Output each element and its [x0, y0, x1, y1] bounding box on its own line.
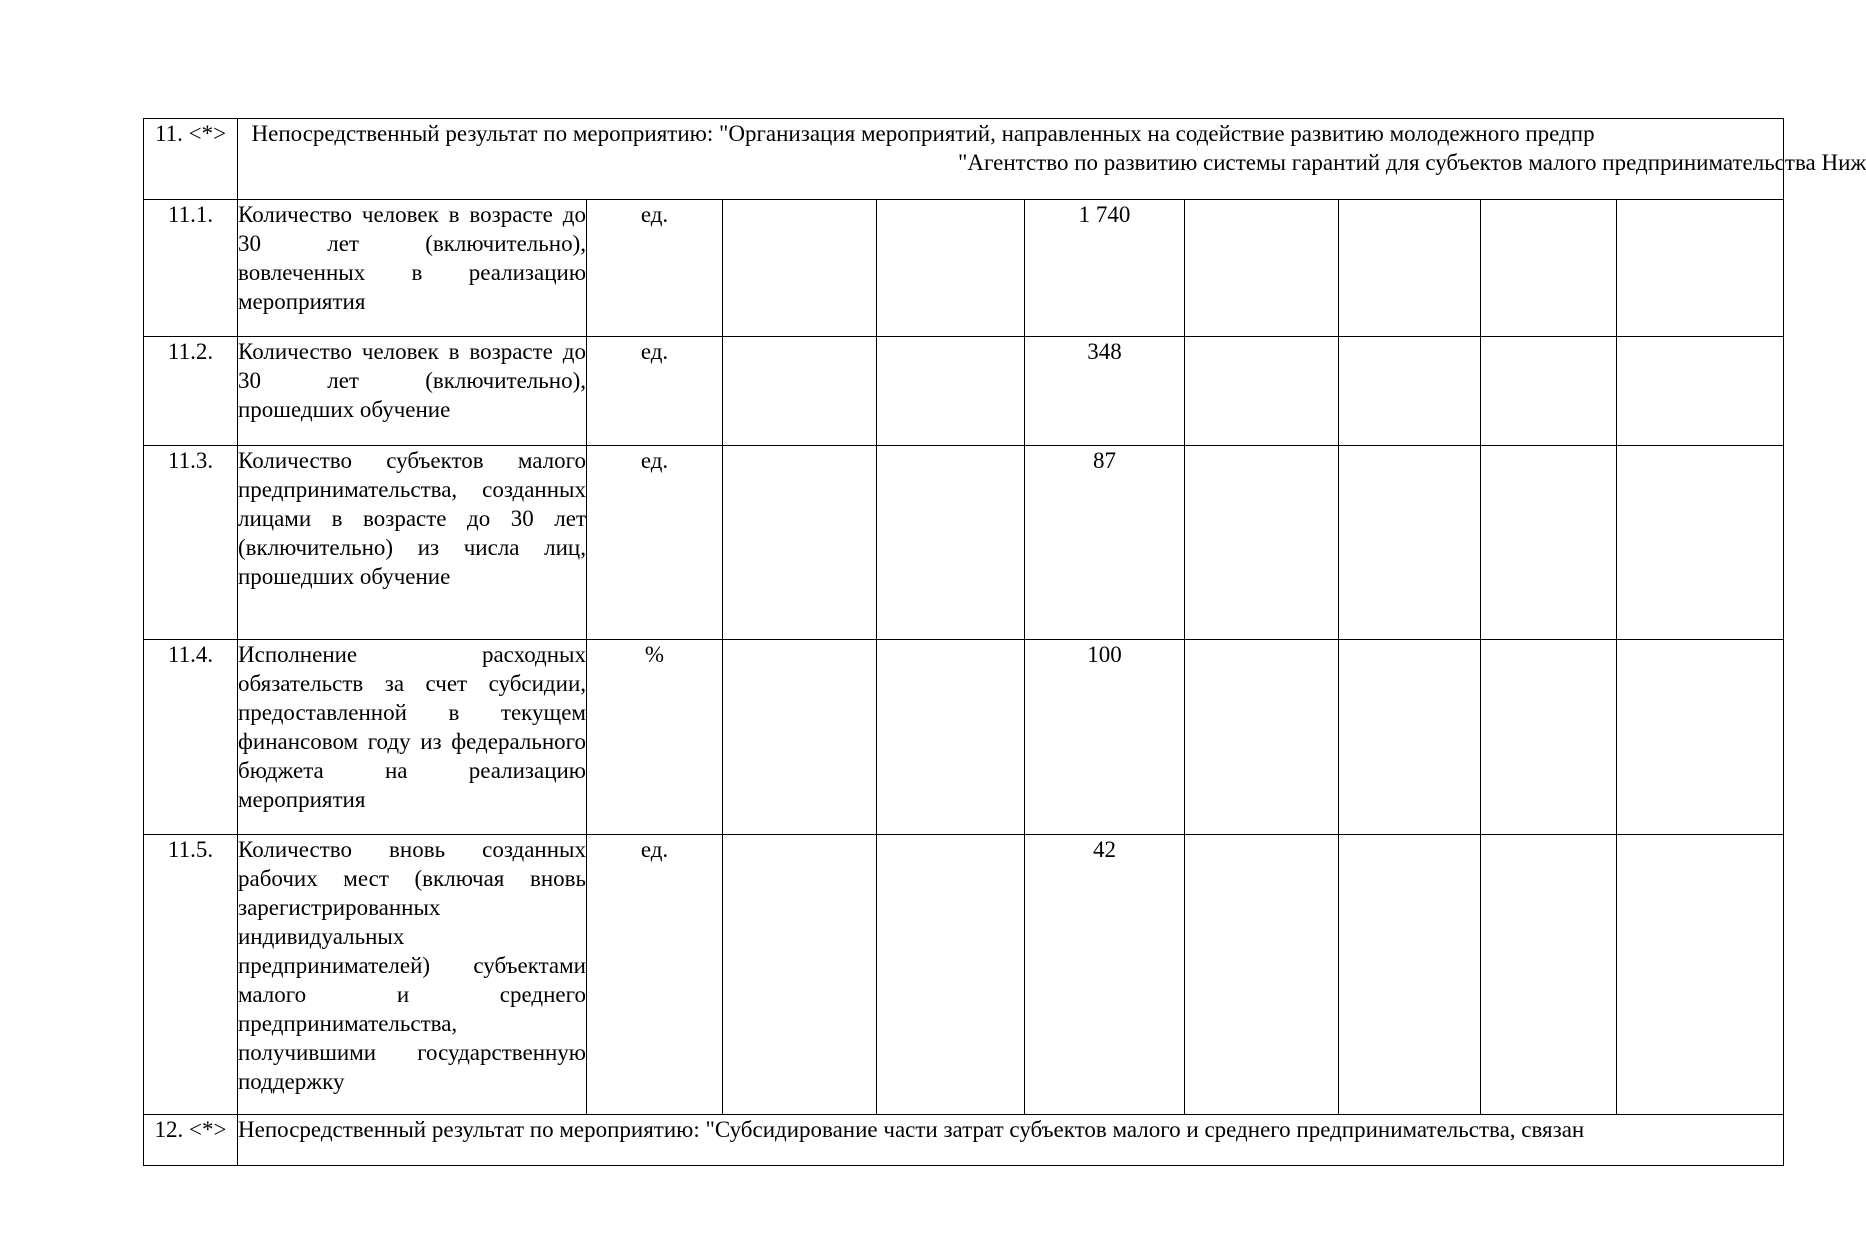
row-unit: ед.: [587, 337, 723, 446]
empty-cell: [1185, 446, 1339, 640]
row-description: Исполнение расходных обязательств за счет субсидии, предоставленной в текущем финансовом году из федерального бюджета на реализацию мероприятия: [238, 640, 587, 835]
empty-cell: [877, 446, 1025, 640]
row-unit: ед.: [587, 200, 723, 337]
row-value: 100: [1025, 640, 1185, 835]
empty-cell: [877, 337, 1025, 446]
empty-cell: [1481, 446, 1617, 640]
empty-cell: [1617, 835, 1784, 1115]
section-12-title: Непосредственный результат по мероприятию: "Субсидирование части затрат субъектов малого и среднего предпринимательства, связан: [238, 1115, 1784, 1166]
section-12-header-row: [144, 1115, 1784, 1166]
table-row: [144, 200, 1784, 337]
row-number: 11.3.: [144, 446, 238, 640]
row-number: 11.5.: [144, 835, 238, 1115]
row-unit: ед.: [587, 835, 723, 1115]
row-number: 11.2.: [144, 337, 238, 446]
empty-cell: [723, 835, 877, 1115]
section-11-title-line1: Непосредственный результат по мероприятию: "Организация мероприятий, направленных на содействие развитию молодежного предпр: [251, 121, 1595, 146]
table-row: [144, 640, 1784, 835]
row-description: Количество человек в возрасте до 30 лет (включительно), прошедших обучение: [238, 337, 587, 446]
empty-cell: [1339, 200, 1481, 337]
section-12-number: 12. <*>: [144, 1115, 238, 1166]
table-row: [144, 835, 1784, 1115]
row-value: 1 740: [1025, 200, 1185, 337]
row-unit: %: [587, 640, 723, 835]
empty-cell: [1185, 200, 1339, 337]
table-row: [144, 446, 1784, 640]
empty-cell: [877, 640, 1025, 835]
row-value: 348: [1025, 337, 1185, 446]
section-11-title-line2: "Агентство по развитию системы гарантий для субъектов малого предпринимательства Ниж: [958, 150, 1866, 175]
row-number: 11.4.: [144, 640, 238, 835]
empty-cell: [1339, 337, 1481, 446]
empty-cell: [1617, 200, 1784, 337]
empty-cell: [1339, 640, 1481, 835]
row-description: Количество субъектов малого предпринимательства, созданных лицами в возрасте до 30 лет (включительно) из числа лиц, прошедших обучение: [238, 446, 587, 640]
row-description: Количество человек в возрасте до 30 лет (включительно), вовлеченных в реализацию мероприятия: [238, 200, 587, 337]
results-table: [143, 118, 1866, 1166]
empty-cell: [723, 337, 877, 446]
table-row: [144, 337, 1784, 446]
empty-cell: [1481, 200, 1617, 337]
empty-cell: [723, 446, 877, 640]
empty-cell: [1617, 337, 1784, 446]
section-11-header-row: [144, 119, 1784, 200]
empty-cell: [723, 640, 877, 835]
row-description: Количество вновь созданных рабочих мест (включая вновь зарегистрированных индивидуальных предпринимателей) субъектами малого и среднего предпринимательства, получившими государственную поддержку: [238, 835, 587, 1115]
row-value: 87: [1025, 446, 1185, 640]
row-value: 42: [1025, 835, 1185, 1115]
row-unit: ед.: [587, 446, 723, 640]
empty-cell: [877, 835, 1025, 1115]
empty-cell: [1185, 337, 1339, 446]
empty-cell: [1617, 640, 1784, 835]
empty-cell: [1339, 446, 1481, 640]
empty-cell: [1481, 337, 1617, 446]
section-11-number: 11. <*>: [144, 119, 238, 200]
empty-cell: [1339, 835, 1481, 1115]
empty-cell: [1185, 640, 1339, 835]
empty-cell: [1481, 640, 1617, 835]
empty-cell: [877, 200, 1025, 337]
empty-cell: [1617, 446, 1784, 640]
empty-cell: [1481, 835, 1617, 1115]
row-number: 11.1.: [144, 200, 238, 337]
empty-cell: [723, 200, 877, 337]
section-11-title: [238, 119, 1866, 200]
empty-cell: [1185, 835, 1339, 1115]
